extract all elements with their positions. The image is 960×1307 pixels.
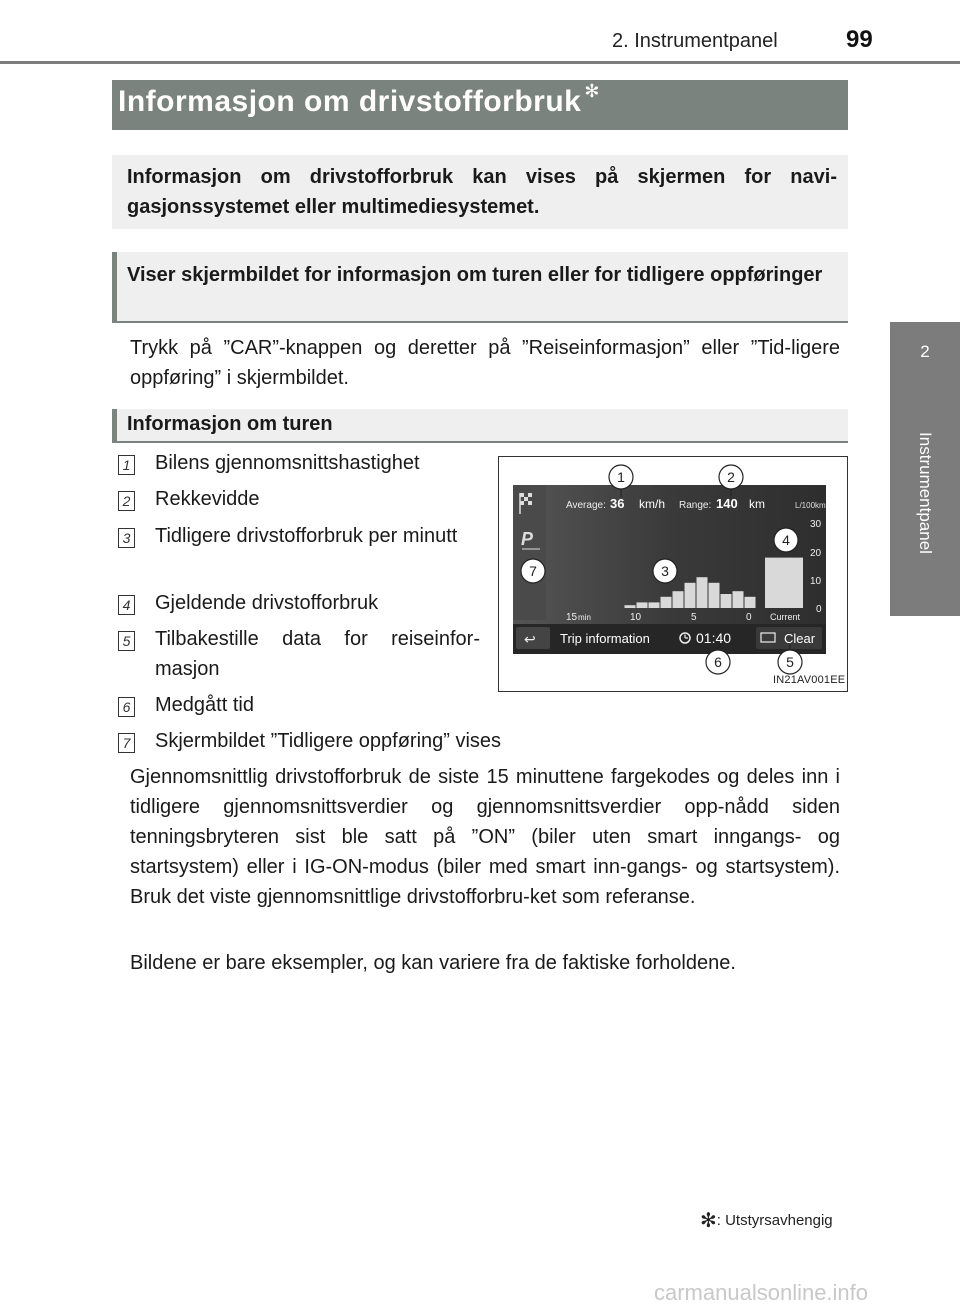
elapsed-time: 01:40 (696, 630, 732, 646)
figure-code: IN21AV001EE (773, 674, 846, 686)
x-label: 15 (566, 612, 578, 623)
fuel-bar (733, 591, 744, 608)
list-item: Rekkevidde (155, 488, 260, 510)
unit-label: L/100km (795, 501, 826, 510)
list-item: Medgått tid (155, 694, 254, 716)
callout-7 (521, 559, 545, 583)
header-rule (0, 61, 960, 64)
item-number: 2 (118, 491, 135, 511)
x-label: 0 (746, 612, 752, 623)
fuel-bar (697, 577, 708, 608)
x-label: 5 (691, 612, 697, 623)
watermark: carmanualsonline.info (654, 1280, 869, 1305)
x-label: Current (770, 612, 801, 622)
svg-text:4: 4 (782, 532, 790, 548)
y-tick: 30 (810, 519, 822, 530)
intro-text: Informasjon om drivstofforbruk kan vises på skjermen for navi-gasjonssystemet eller multimediesystemet. (127, 166, 837, 218)
svg-text:2: 2 (727, 469, 735, 485)
range-unit: km (749, 497, 765, 511)
fuel-bar (745, 597, 756, 608)
subsection-rule (112, 321, 848, 323)
range-label: Range: (679, 500, 712, 511)
svg-text:6: 6 (714, 654, 722, 670)
fuel-bar (685, 583, 696, 608)
page-title (118, 81, 600, 119)
y-tick: 20 (810, 548, 822, 559)
footnote (700, 1206, 833, 1231)
current-consumption-bar (765, 558, 803, 608)
note-paragraph: Bildene er bare eksempler, og kan variere fra de faktiske forholdene. (130, 952, 736, 974)
x-label: min (578, 613, 591, 622)
item-number: 5 (118, 631, 135, 651)
callout-3 (653, 559, 677, 583)
svg-text:7: 7 (529, 563, 537, 579)
svg-text:1: 1 (617, 469, 625, 485)
chapter-number: 2 (920, 342, 930, 361)
average-label: Average: (566, 500, 606, 511)
y-tick: 10 (810, 576, 822, 587)
footnote-text: : Utstyrsavhengig (716, 1212, 833, 1229)
item-number: 1 (118, 455, 135, 475)
svg-text:3: 3 (661, 563, 669, 579)
instruction-paragraph: Trykk på ”CAR”-knappen og deretter på ”Reiseinformasjon” eller ”Tid-ligere oppføring” i skjermbildet. (130, 337, 840, 389)
footer-title: Trip information (560, 631, 650, 646)
fuel-bar (649, 602, 660, 608)
x-label: 10 (630, 612, 642, 623)
subsection-heading: Informasjon om turen (127, 413, 333, 435)
fuel-bar (721, 594, 732, 608)
clear-label: Clear (784, 631, 816, 646)
trip-information-screen (498, 456, 848, 692)
list-item: Tilbakestille data for reiseinfor-masjon (155, 628, 480, 680)
average-value: 36 (610, 496, 625, 511)
screen-left-panel (513, 485, 546, 620)
fuel-bar (637, 602, 648, 608)
chapter-label (890, 398, 960, 588)
svg-text:P: P (521, 529, 534, 549)
asterisk-icon: ✻ (700, 1210, 717, 1232)
item-number: 6 (118, 697, 135, 717)
fuel-bar (709, 583, 720, 608)
fuel-bar (673, 591, 684, 608)
item-number: 3 (118, 528, 135, 548)
y-tick: 0 (816, 604, 822, 615)
item-number: 7 (118, 733, 135, 753)
page-title-text: Informasjon om drivstofforbruk (118, 85, 582, 118)
range-value: 140 (716, 496, 738, 511)
asterisk-icon: ✻ (584, 81, 600, 101)
average-unit: km/h (639, 497, 666, 511)
list-item: Tidligere drivstofforbruk per minutt (155, 525, 458, 547)
list-item: Bilens gjennomsnittshastighet (155, 452, 420, 474)
fuel-bar (661, 597, 672, 608)
header-section-title: 2. Instrumentpanel (612, 30, 778, 52)
subsection-heading: Viser skjermbildet for informasjon om turen eller for tidligere oppføringer (127, 264, 823, 286)
page-number: 99 (846, 26, 873, 53)
list-item: Gjeldende drivstofforbruk (155, 592, 379, 614)
subsection-rule (112, 441, 848, 443)
explanation-paragraph: Gjennomsnittlig drivstofforbruk de siste 15 minuttene fargekodes og deles inn i tidligere gjennomsnittsverdier og gjennomsnittsverdier opp-nådd siden tenningsbryteren sist ble satt på ”ON” (biler uten smart inngangs- og startsystem) eller i IG-ON-modus (biler med smart inn-gangs- og startsystem). Bruk det viste gjennomsnittlige drivstofforbru-ket som referanse. (130, 766, 840, 908)
back-arrow-icon: ↩ (524, 632, 536, 648)
chapter-label-text: Instrumentpanel (916, 432, 935, 554)
svg-text:5: 5 (786, 654, 794, 670)
list-item: Skjermbildet ”Tidligere oppføring” vises (155, 730, 502, 752)
fuel-bar (625, 605, 636, 608)
item-number: 4 (118, 595, 135, 615)
callout-4 (774, 528, 798, 552)
